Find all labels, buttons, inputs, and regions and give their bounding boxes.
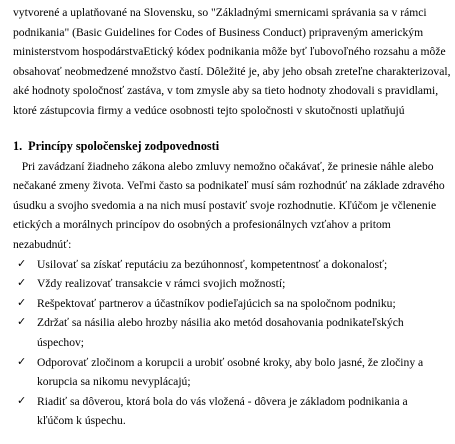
checkmark-icon: ✓ [17, 355, 27, 368]
checklist-item [13, 313, 443, 352]
section-heading [13, 137, 443, 155]
checklist-item-text: Riadiť sa dôverou, ktorá bola do vás vložená - dôvera je základom podnikania a [37, 394, 408, 408]
checklist-item [13, 392, 443, 431]
section-body [13, 157, 443, 255]
checkmark-icon: ✓ [17, 277, 27, 290]
intro-paragraph [13, 3, 451, 121]
text-line: nečakané zmeny života. Veľmi často sa podnikateľ musí sám rozhodnúť na základe zdravého [13, 179, 445, 193]
section-number: 1. [13, 138, 23, 153]
text-line: ktoré zástupcovia firmy a vedúce osobnosti tejto spoločnosti v skutočnosti uplatňujú [13, 103, 405, 117]
checklist-item-text: Zdržať sa násilia alebo hrozby násilia ako metód dosahovania podnikateľských [37, 316, 404, 330]
checklist-item-text: Rešpektovať partnerov a účastníkov podieľajúcich sa na spoločnom podniku; [37, 296, 396, 310]
checkmark-icon: ✓ [17, 316, 27, 329]
checklist-item-text: Usilovať sa získať reputáciu za bezúhonnosť, kompetentnosť a dokonalosť; [37, 257, 388, 271]
text-line: nezabudnúť: [13, 237, 72, 251]
text-line: ministerstvom hospodárstvaEtický kódex podnikania môže byť ľubovoľného rozsahu a môže [13, 45, 446, 59]
checklist-item-text-continued: úspechov; [37, 335, 85, 349]
checklist-item [13, 294, 443, 314]
text-line: úsudku a svojho svedomia a na nich musí postaviť svoje rozhodnutie. Kľúčom je včlenenie [13, 198, 437, 212]
section-title: Princípy spoločenskej zodpovednosti [28, 138, 220, 153]
checklist-item-text: Odporovať zločinom a korupcii a urobiť osobné kroky, aby bolo jasné, že zločiny a [37, 355, 424, 369]
checkmark-icon: ✓ [17, 394, 27, 407]
checkmark-icon: ✓ [17, 257, 27, 270]
text-line: podnikania" (Basic Guidelines for Codes of Business Conduct) pripraveným americkým [13, 25, 424, 39]
checklist-item-text: Vždy realizovať transakcie v rámci svojich možností; [37, 277, 286, 291]
checklist-item-text-continued: korupcia sa nikomu nevyplácajú; [37, 375, 191, 389]
text-line: aké hodnoty spoločnosť zastáva, v tom zmysle aby sa tieto hodnoty zhodovali s pravidlami, [13, 84, 439, 98]
text-line: vytvorené a uplatňované na Slovensku, so "Základnými smernicami správania sa v rámci [13, 6, 427, 19]
checkmark-icon: ✓ [17, 296, 27, 309]
checklist-item [13, 274, 443, 294]
text-line: Pri zavádzaní žiadneho zákona alebo zmluvy nemožno očakávať, že prinesie náhle alebo [13, 159, 434, 173]
checklist-item [13, 353, 443, 392]
text-line: obsahovať neobmedzené množstvo častí. Dôležité je, aby jeho obsah zreteľne charakterizoval, [13, 64, 451, 78]
principles-checklist [13, 255, 443, 431]
text-line: etických a morálnych princípov do osobných a profesionálnych vzťahov a pritom [13, 218, 391, 232]
checklist-item [13, 255, 443, 275]
checklist-item-text-continued: kľúčom k úspechu. [37, 414, 126, 428]
